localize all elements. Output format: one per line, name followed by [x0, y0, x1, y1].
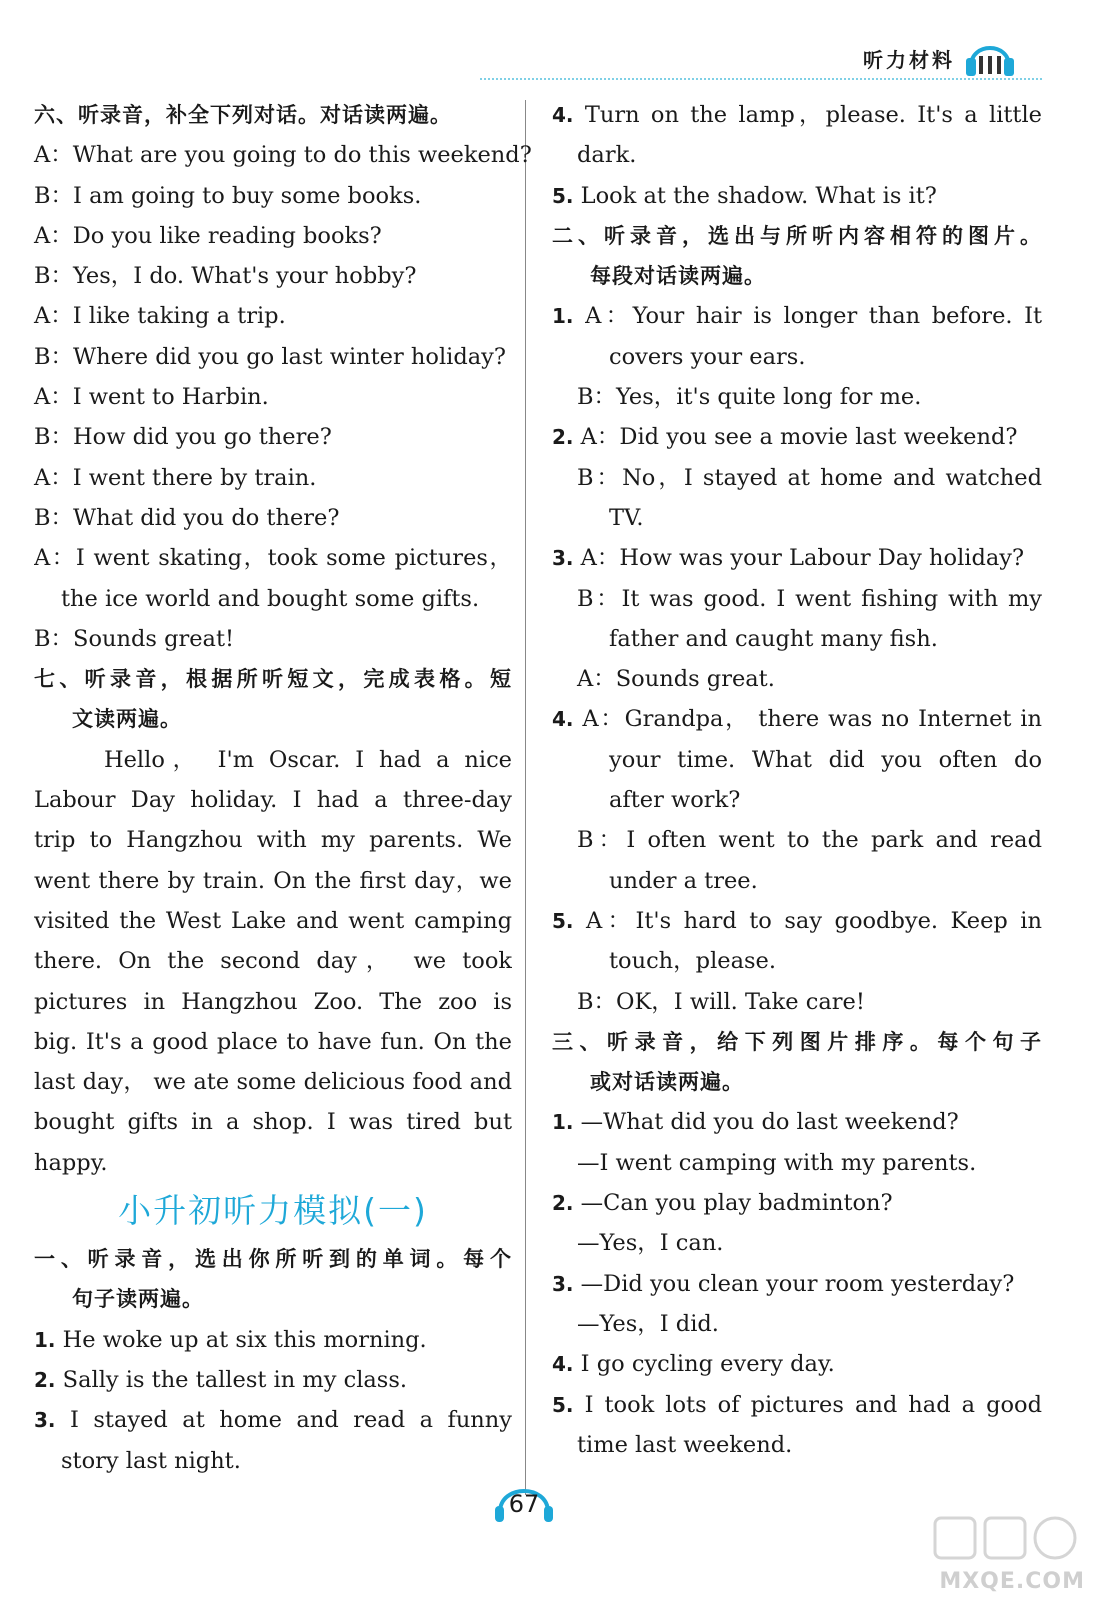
item-text: I took lots of pictures and had a good — [584, 1391, 1042, 1418]
numbered-item — [34, 1400, 512, 1440]
text-line: your time. What did you often do — [609, 746, 1042, 773]
text-line: after work? — [609, 787, 741, 814]
item-text: Turn on the lamp，please. It's a little — [584, 102, 1042, 128]
item-number: 5. — [552, 1392, 574, 1417]
numbered-item — [552, 417, 1042, 457]
item-text: —What did you do last weekend? — [580, 1109, 959, 1136]
numbered-item — [552, 538, 1042, 578]
item-text: Look at the shadow. What is it? — [580, 182, 937, 209]
item-number: 4. — [552, 1352, 574, 1377]
text-line: B：Yes，it's quite long for me. — [577, 384, 922, 411]
item-number: 1. — [552, 304, 574, 329]
text-line: there. On the second day， we took — [34, 948, 512, 975]
item-text: I go cycling every day. — [580, 1351, 835, 1378]
section-heading: 二、听录音，选出与所听内容相符的图片。 — [552, 223, 1042, 248]
text-line: time last weekend. — [577, 1431, 793, 1458]
item-number: 4. — [552, 707, 574, 732]
section-heading: 或对话读两遍。 — [590, 1070, 744, 1095]
text-line: A：I went to Harbin. — [34, 384, 269, 411]
numbered-item — [552, 1183, 1042, 1223]
item-number: 4. — [552, 103, 574, 127]
text-line: B：Sounds great! — [34, 625, 235, 652]
section-heading: 七、听录音，根据所听短文，完成表格。短 — [34, 667, 512, 692]
text-line: —Yes，I did. — [577, 1310, 719, 1337]
text-line: big. It's a good place to have fun. On the — [34, 1028, 512, 1055]
item-number: 1. — [34, 1327, 56, 1352]
item-number: 3. — [552, 1271, 574, 1296]
item-text: —Can you play badminton? — [580, 1190, 893, 1217]
item-number: 3. — [34, 1408, 56, 1433]
text-line: —I went camping with my parents. — [577, 1149, 977, 1176]
item-text: I stayed at home and read a funny — [70, 1407, 512, 1434]
text-line: Labour Day holiday. I had a three-day — [34, 787, 512, 814]
section-heading: 三、听录音，给下列图片排序。每个句子 — [552, 1029, 1042, 1054]
text-line: —Yes，I can. — [577, 1230, 724, 1257]
text-line: A：I went there by train. — [34, 464, 317, 491]
text-line: A：I went skating，took some pictures， — [34, 545, 512, 572]
item-text: A：How was your Labour Day holiday? — [580, 545, 1025, 572]
header-title: 听力材料 — [863, 48, 955, 72]
watermark-logo-icon — [925, 1510, 1085, 1570]
item-text: He woke up at six this morning. — [62, 1326, 427, 1353]
text-line: visited the West Lake and went camping — [34, 907, 512, 934]
text-line: B：I often went to the park and read — [577, 827, 1042, 854]
left-column — [34, 95, 532, 1481]
page-number-badge — [490, 1468, 558, 1528]
item-text: A：It's hard to say goodbye. Keep in — [586, 907, 1042, 934]
section-heading: 一、听录音，选出你所听到的单词。每个 — [34, 1247, 512, 1272]
text-line: A：Do you like reading books? — [34, 222, 382, 249]
text-line: the ice world and bought some gifts. — [61, 585, 480, 612]
item-number: 2. — [34, 1367, 56, 1392]
watermark-text: MXQE.COM — [939, 1569, 1085, 1594]
text-line: father and caught many fish. — [609, 625, 938, 652]
section-heading: 六、听录音，补全下列对话。对话读两遍。 — [34, 103, 452, 127]
numbered-item — [552, 1385, 1042, 1425]
text-line: touch，please. — [609, 948, 777, 975]
unit-title: 小升初听力模拟(一) — [118, 1191, 428, 1231]
numbered-item — [552, 1102, 1042, 1142]
text-line: trip to Hangzhou with my parents. We — [34, 827, 512, 854]
text-line: story last night. — [61, 1447, 241, 1474]
section-heading: 句子读两遍。 — [72, 1287, 204, 1312]
headphones-icon — [963, 36, 1017, 78]
text-line: B：How did you go there? — [34, 424, 332, 451]
text-line: A：What are you going to do this weekend? — [34, 142, 532, 169]
item-number: 2. — [552, 1191, 574, 1216]
text-line: went there by train. On the first day，we — [34, 867, 512, 894]
item-number: 5. — [552, 908, 574, 933]
numbered-item — [552, 296, 1042, 336]
text-line: B：Yes，I do. What's your hobby? — [34, 263, 417, 290]
text-line: under a tree. — [609, 867, 758, 894]
text-line: bought gifts in a shop. I was tired but — [34, 1109, 512, 1136]
numbered-item — [552, 95, 1042, 135]
text-line: TV. — [609, 504, 644, 531]
text-line: happy. — [34, 1149, 108, 1176]
numbered-item — [34, 1360, 512, 1400]
section-heading: 每段对话读两遍。 — [590, 264, 766, 289]
item-text: —Did you clean your room yesterday? — [580, 1270, 1015, 1297]
text-line: dark. — [577, 142, 637, 169]
numbered-item — [552, 901, 1042, 941]
item-text: A：Grandpa， there was no Internet in — [582, 706, 1042, 733]
text-line: Hello， I'm Oscar. I had a nice — [104, 746, 512, 773]
text-line: B：No，I stayed at home and watched — [577, 464, 1042, 491]
text-line: A：I like taking a trip. — [34, 303, 286, 330]
item-number: 5. — [552, 183, 574, 208]
numbered-item — [34, 1320, 512, 1360]
numbered-item — [552, 699, 1042, 739]
text-line: B：It was good. I went fishing with my — [577, 585, 1042, 612]
text-line: A：Sounds great. — [577, 666, 775, 693]
text-line: covers your ears. — [609, 343, 806, 370]
numbered-item — [552, 1264, 1042, 1304]
item-number: 3. — [552, 546, 574, 571]
numbered-item — [552, 176, 1042, 216]
item-text: A：Did you see a movie last weekend? — [580, 424, 1018, 451]
numbered-item — [552, 1344, 1042, 1384]
text-line: B：OK，I will. Take care! — [577, 988, 865, 1015]
section-heading: 文读两遍。 — [72, 707, 182, 732]
item-text: A：Your hair is longer than before. It — [585, 303, 1042, 330]
watermark — [925, 1510, 1085, 1594]
text-line: B：I am going to buy some books. — [34, 182, 422, 209]
right-column — [552, 95, 1042, 1465]
text-line: B：What did you do there? — [34, 504, 340, 531]
text-line: pictures in Hangzhou Zoo. The zoo is — [34, 988, 512, 1015]
item-number: 1. — [552, 1110, 574, 1135]
item-number: 2. — [552, 425, 574, 450]
text-line: last day， we ate some delicious food and — [34, 1069, 512, 1096]
column-divider — [525, 100, 526, 1495]
item-text: Sally is the tallest in my class. — [62, 1366, 408, 1393]
header-divider — [480, 78, 1042, 80]
text-line: B：Where did you go last winter holiday? — [34, 343, 506, 370]
page-number: 67 — [508, 1490, 540, 1518]
